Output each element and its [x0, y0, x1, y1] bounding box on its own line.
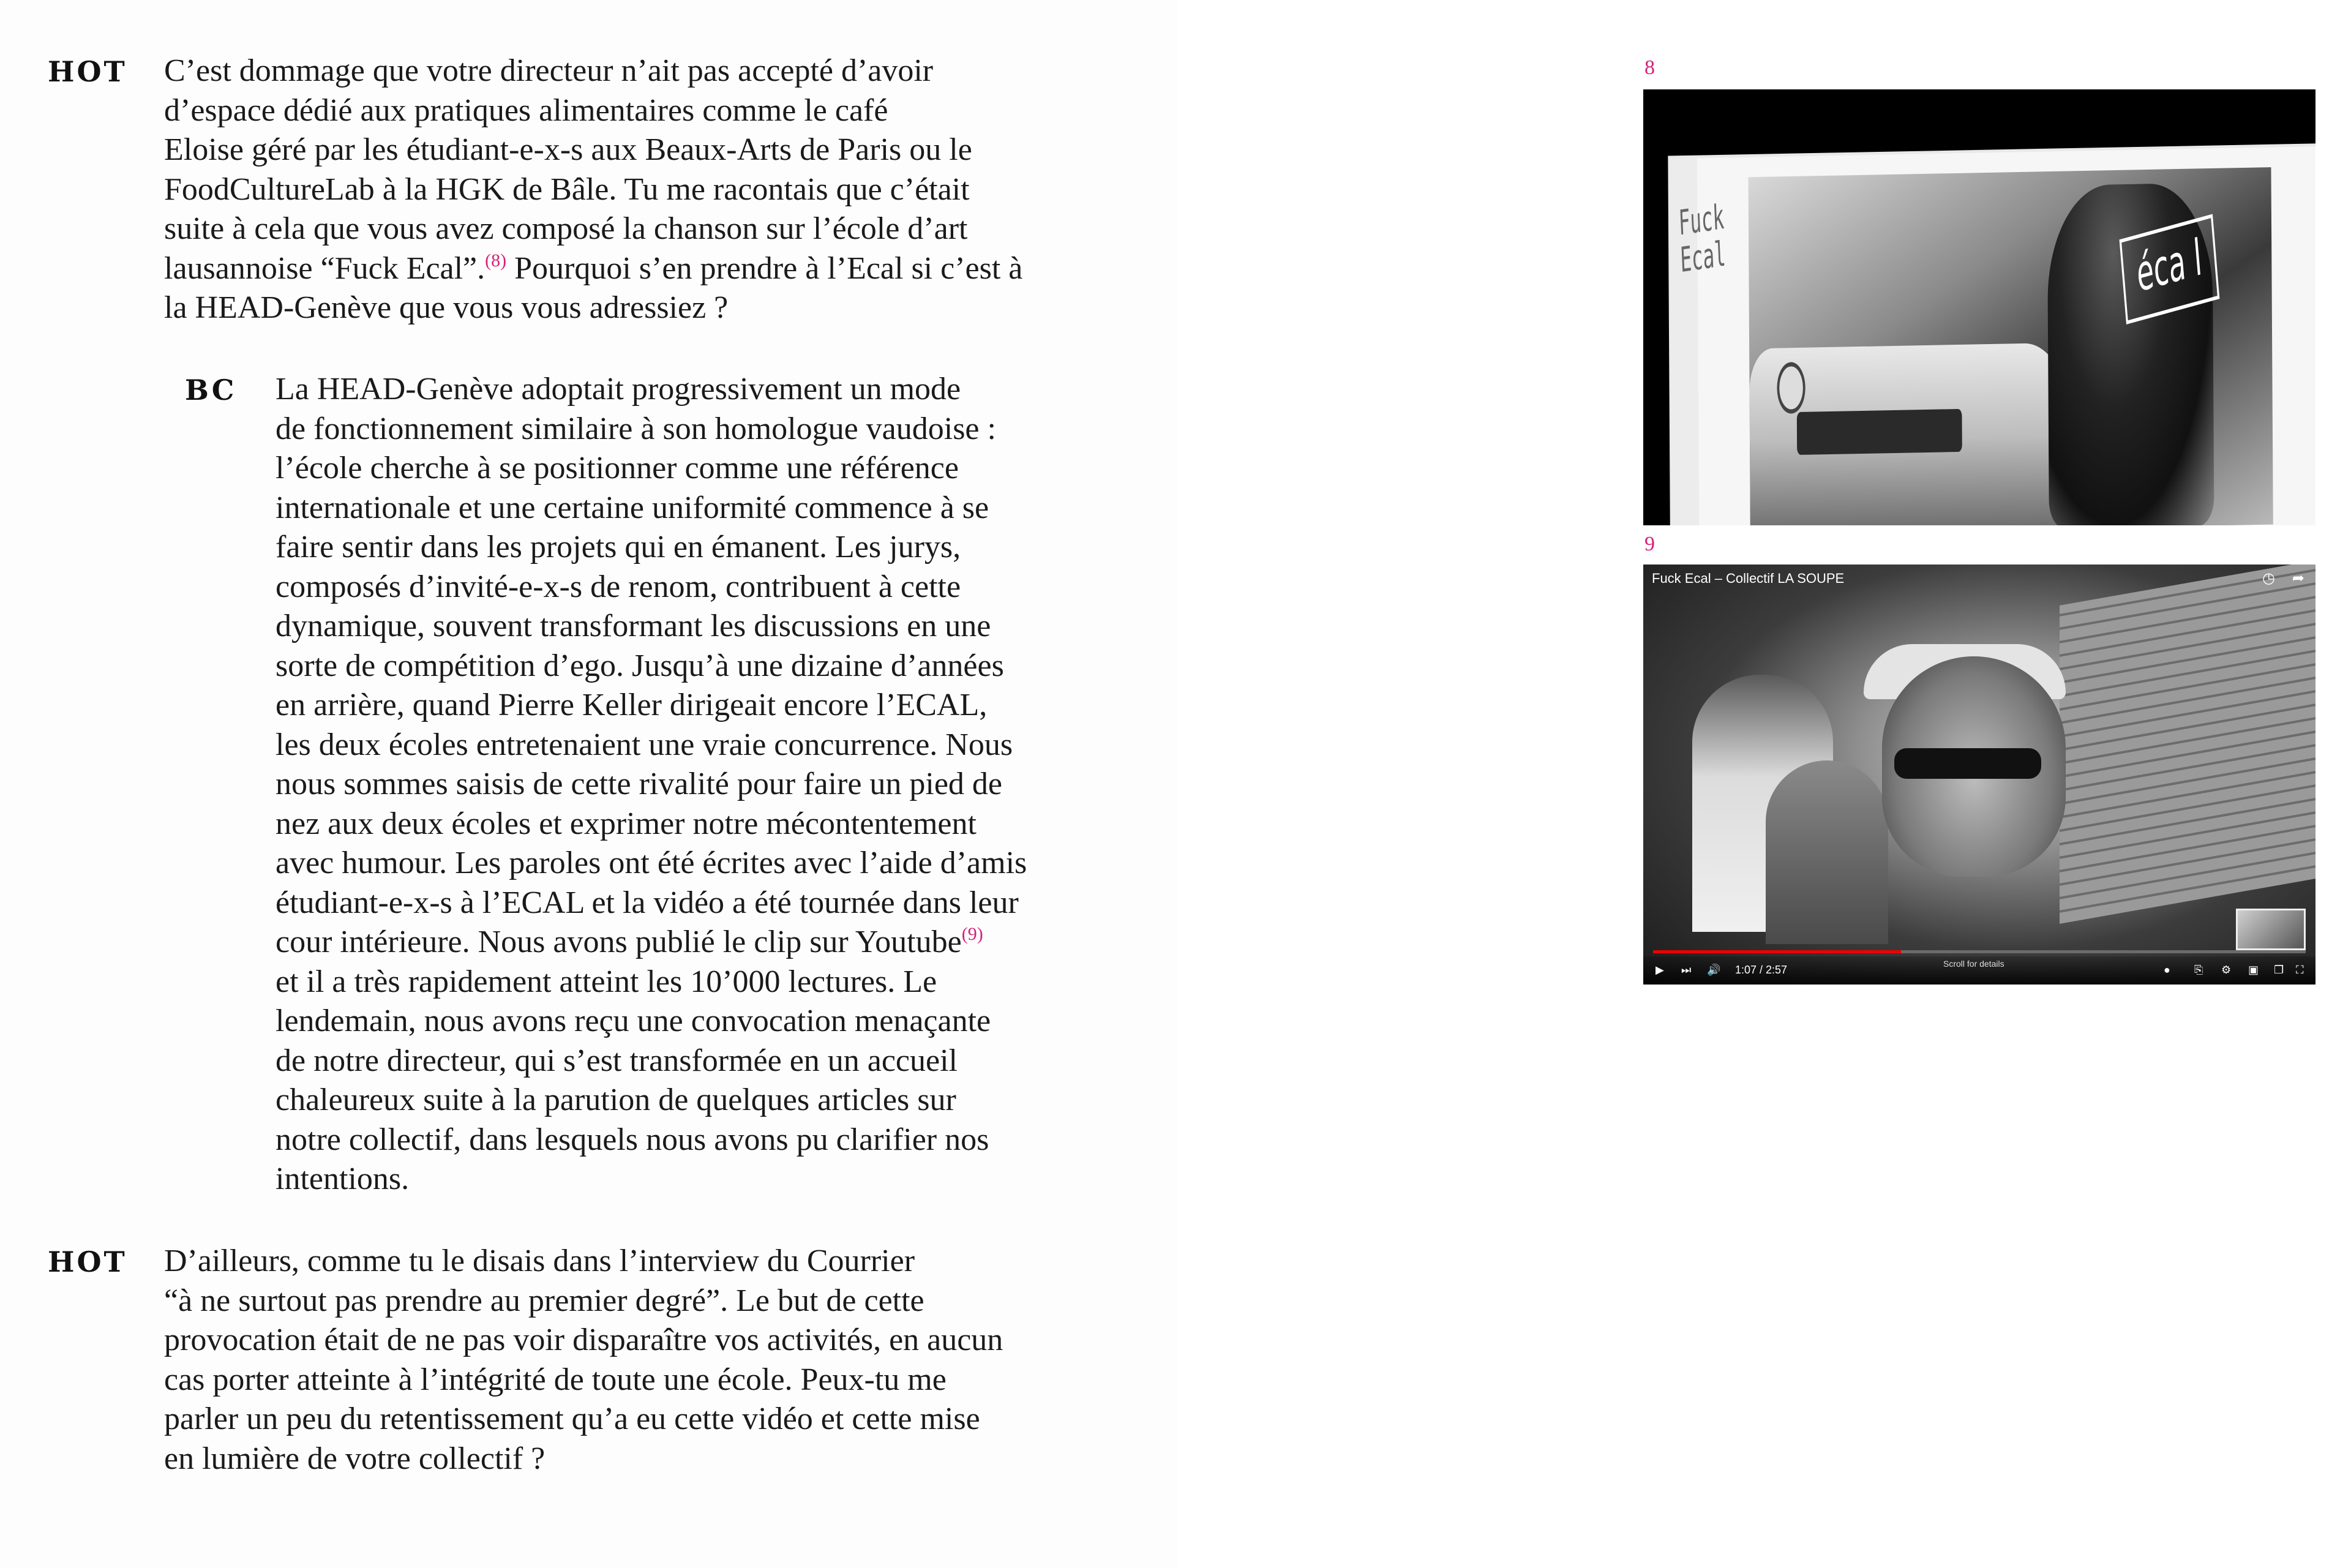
question-2: [164, 1242, 1003, 1479]
text-line: les deux écoles entretenaient une vraie concurrence. Nous: [276, 727, 1013, 762]
text-line: d’espace dédié aux pratiques alimentaires comme le café: [164, 92, 888, 128]
video-title[interactable]: Fuck Ecal – Collectif LA SOUPE: [1652, 571, 1845, 586]
volume-icon[interactable]: 🔊: [1707, 964, 1721, 976]
text-line: nez aux deux écoles et exprimer notre mécontentement: [276, 806, 977, 841]
text-line: lendemain, nous avons reçu une convocation menaçante: [276, 1003, 991, 1038]
video-thumbnail-preview[interactable]: [2236, 909, 2306, 950]
text-line: Eloise géré par les étudiant-e-x-s aux Beaux-Arts de Paris ou le: [164, 132, 972, 167]
share-icon[interactable]: ➦: [2292, 569, 2304, 587]
text-line: nous sommes saisis de cette rivalité pour faire un pied de: [276, 767, 1003, 801]
ecal-sign: éca l: [2120, 214, 2220, 324]
person-hoodie: [1766, 760, 1888, 944]
text-line: dynamique, souvent transformant les discussions en une: [276, 609, 991, 643]
progress-bar-fill: [1653, 950, 1901, 953]
text-line: La HEAD-Genève adoptait progressivement un mode: [276, 372, 961, 407]
play-icon[interactable]: ▶: [1655, 964, 1664, 976]
progress-bar[interactable]: [1653, 950, 2306, 953]
polaroid-frame: [1670, 146, 2315, 525]
text-line: provocation était de ne pas voir disparaître vos activités, en aucun: [164, 1322, 1003, 1357]
text-line: étudiant-e-x-s à l’ECAL et la vidéo a été tournée dans leur: [276, 885, 1019, 920]
text-line: C’est dommage que votre directeur n’ait pas accepté d’avoir: [164, 53, 934, 88]
cast-icon[interactable]: ❐: [2274, 964, 2284, 976]
speaker-hot-label: HOT: [48, 1245, 127, 1278]
text-line: et il a très rapidement atteint les 10’000 lectures. Le: [276, 964, 937, 999]
text-line: sorte de compétition d’ego. Jusqu’à une dizaine d’années: [276, 648, 1004, 683]
text-line: avec humour. Les paroles ont été écrites avec l’aide d’amis: [276, 846, 1027, 880]
footnote-ref-9[interactable]: (9): [961, 924, 983, 944]
speaker-hot-label: HOT: [48, 55, 127, 88]
footnote-ref-8[interactable]: (8): [485, 250, 507, 271]
text-line: internationale et une certaine uniformité commence à se: [276, 490, 989, 525]
building: [2060, 565, 2315, 924]
text-line: FoodCultureLab à la HGK de Bâle. Tu me racontais que c’était: [164, 171, 970, 207]
text-line: la HEAD-Genève que vous vous adressiez ?: [164, 290, 729, 325]
settings-gear-icon[interactable]: ⚙: [2221, 964, 2232, 976]
text-line: D’ailleurs, comme tu le disais dans l’interview du Courrier: [164, 1244, 915, 1278]
text-fragment: cour intérieure. Nous avons publié le clip sur Youtube: [276, 925, 962, 959]
captions-icon[interactable]: ⎘: [2194, 964, 2203, 976]
text-line: parler un peu du retentissement qu’a eu cette vidéo et cette mise: [164, 1401, 980, 1436]
miniplayer-icon[interactable]: ▣: [2248, 964, 2259, 976]
car-logo-icon: [1777, 362, 1805, 414]
answer-1: [276, 370, 1027, 1199]
polaroid-photo: [1749, 167, 2273, 525]
fullscreen-icon[interactable]: ⛶: [2296, 964, 2304, 976]
text-line: l’école cherche à se positionner comme une référence: [276, 451, 959, 486]
figure-9-video-player[interactable]: [1643, 565, 2315, 985]
time-display: 1:07 / 2:57: [1735, 964, 1788, 976]
text-line: intentions.: [276, 1161, 410, 1196]
question-1: [164, 51, 1022, 328]
figure-9-number: 9: [1644, 533, 1655, 555]
video-controls: [1643, 956, 2315, 985]
sunglasses: [1894, 748, 2041, 779]
text-line: [276, 923, 1027, 962]
text-line: en lumière de votre collectif ?: [164, 1441, 546, 1476]
figure-8-number: 8: [1644, 56, 1655, 79]
text-fragment: Pourquoi s’en prendre à l’Ecal si c’est à: [506, 250, 1023, 286]
text-fragment: lausannoise “Fuck Ecal”.: [164, 250, 486, 286]
autoplay-toggle-icon[interactable]: ●: [2164, 964, 2170, 976]
text-line: [164, 249, 1022, 289]
text-line: en arrière, quand Pierre Keller dirigeait encore l’ECAL,: [276, 688, 988, 722]
video-frame[interactable]: [1643, 565, 2315, 985]
text-line: composés d’invité-e-x-s de renom, contribuent à cette: [276, 569, 961, 604]
text-line: cas porter atteinte à l’intégrité de toute une école. Peux-tu me: [164, 1362, 947, 1397]
scribble-text: Fuck Ecal: [1678, 197, 1727, 281]
text-line: “à ne surtout pas prendre au premier degré”. Le but de cette: [164, 1283, 924, 1318]
text-line: faire sentir dans les projets qui en émanent. Les jurys,: [276, 530, 961, 565]
car-grille: [1797, 409, 1962, 455]
next-icon[interactable]: ⏭: [1681, 964, 1692, 976]
text-line: suite à cela que vous avez composé la chanson sur l’école d’art: [164, 211, 968, 246]
speaker-bc-label: BC: [185, 373, 237, 407]
watch-later-icon[interactable]: ◷: [2262, 569, 2275, 587]
text-line: chaleureux suite à la parution de quelques articles sur: [276, 1082, 956, 1117]
text-line: de fonctionnement similaire à son homologue vaudoise :: [276, 411, 996, 446]
scroll-hint[interactable]: Scroll for details: [1943, 959, 2004, 969]
figure-8-photo: [1643, 89, 2315, 525]
text-line: notre collectif, dans lesquels nous avons pu clarifier nos: [276, 1122, 989, 1157]
text-line: de notre directeur, qui s’est transformée en un accueil: [276, 1043, 958, 1078]
